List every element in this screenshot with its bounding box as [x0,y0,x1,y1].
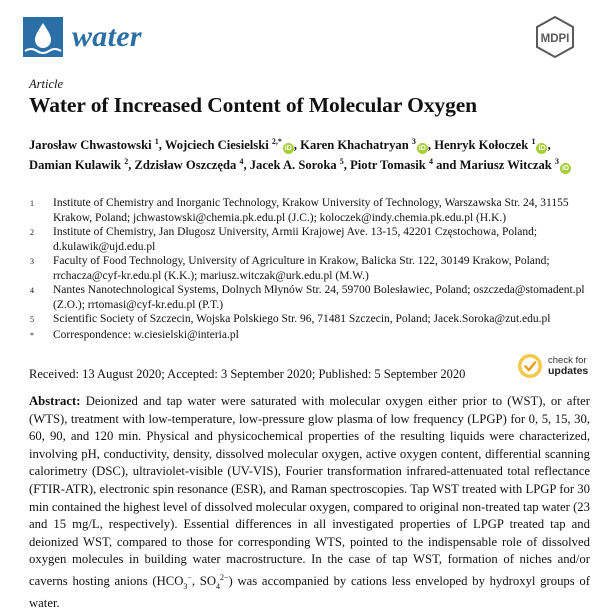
author-name: Piotr Tomasik [350,158,426,172]
updates-label: updates [548,364,589,377]
affiliation-item [30,225,590,254]
author-name: Jarosław Chwastowski [29,138,152,152]
affiliation-text: Nantes Nanotechnological Systems, Dolnych Młynów Str. 24, 59700 Bolesławiec, Poland; oszczeda@stomadent.pl (Z.O.); rrtomasi@cyf-kr.edu.pl (P.T.) [53,284,585,311]
author-affiliation-mark: 2,* [271,137,282,146]
orcid-icon[interactable]: iD [284,145,292,152]
affiliations-list [30,196,590,343]
author-affiliation-mark: 3 [554,157,559,166]
affiliation-mark: 1 [30,199,34,208]
affiliation-text: Correspondence: w.ciesielski@interia.pl [53,328,239,341]
abstract-text-mid: , SO [191,574,217,589]
article-title: Water of Increased Content of Molecular Oxygen [29,93,478,117]
orcid-icon[interactable]: iD [418,145,426,152]
author-item[interactable] [350,158,433,172]
abstract [29,393,590,613]
author-item[interactable] [165,138,294,152]
author-list: Jarosław Chwastowski $^1$, Wojciech Ciesielski $^{2,*}$iD , Karen Khachatryan $^3$iD , Henryk Kołoczek $^1$iD , Damian Kulawik $^2$, Zdzisław Oszczęda $^4$, Jacek A. Soroka $^5$, Piotr Tomasik $^4$ and Mariusz Witczak $^3$iD [29,137,569,172]
author-name: Zdzisław Oszczęda [134,158,237,172]
mdpi-logo-icon[interactable] [527,15,583,59]
affiliation-text: Institute of Chemistry and Inorganic Technology, Krakow University of Technology, Warszawska Str. 24, 31155 Krakow, Poland; jchwastowski@chemia.pk.edu.pl (J.C.); koloczek@indy.chemia.pk.edu.pl (H.K.) [53,197,569,224]
author-item[interactable] [460,158,571,172]
author-item[interactable] [29,138,159,152]
author-affiliation-mark: 4 [428,157,433,166]
affiliation-item [30,328,590,344]
author-name: Jacek A. Soroka [249,158,337,172]
affiliation-item [30,254,590,283]
affiliation-mark: 5 [30,315,34,324]
author-item[interactable] [434,138,547,152]
author-item[interactable] [134,158,243,172]
abstract-text-2: ) was accompanied by cations less enveloped by hydroxyl groups of water. [29,574,590,611]
journal-header [0,0,600,70]
author-name: Wojciech Ciesielski [164,138,269,152]
abstract-text-1: Deionized and tap water were saturated with molecular oxygen either prior to (WST), or after (WTS), treatment with low-temperature, low-pressure glow plasma of low frequency (LPGP) for 0, 5, 15, 30, 60, 90, and 120 min. Physical and physicochemical properties of the resulting liquids were characterized, involving pH, conductivity, density, dissolved molecular oxygen, active oxygen content, differential scanning calorimetry (DSC), ultraviolet-visible (UV-VIS), Fourier transformation infrared-attenuated total reflectance (FTIR-ATR), electronic spin resonance (ESR), and Raman spectroscopies. Tap WST treated with LPGP for 30 min contained the highest level of dissolved molecular oxygen, compared to original non-treated tap water (23 and 15 mg/L, respectively). Essential differences in all investigated properties of LPGP treated tap and deionized WST, compared to those for corresponding WTS, pointed to the indispensable role of dissolved oxygen molecules in building water macrostructure. In the case of tap WST, formation of niches and/or caverns hosting anions (HCO [29,394,590,589]
author-affiliation-mark: 1 [531,137,536,146]
affiliation-mark: 3 [30,257,34,266]
check-for-updates-badge[interactable] [517,353,588,379]
author-item[interactable] [300,138,428,152]
orcid-icon[interactable]: iD [538,145,546,152]
author-item[interactable] [250,158,344,172]
author-affiliation-mark: 2 [124,157,129,166]
affiliation-text: Faculty of Food Technology, University of Agriculture in Krakow, Balicka Str. 122, 30149 Krakow, Poland; rrchacza@cyf-kr.edu.pl (K.K.); mariusz.witczak@urk.edu.pl (M.W.) [53,255,550,282]
abstract-label: Abstract: [29,394,81,408]
abstract-sub-2: 4 [216,581,221,591]
affiliation-text: Scientific Society of Szczecin, Wojska Polskiego Str. 96, 71481 Szczecin, Poland; Jacek.Soroka@zut.edu.pl [53,313,551,325]
abstract-sup-2: 2− [220,572,229,582]
affiliation-mark: * [30,330,34,340]
author-affiliation-mark: 3 [411,137,416,146]
author-item[interactable] [29,158,128,172]
affiliation-item [30,283,590,312]
affiliation-mark: 4 [30,286,34,295]
check-for-updates-icon [517,353,543,379]
author-name: Henryk Kołoczek [434,138,529,152]
affiliation-item [30,196,590,225]
abstract-sub-1: 3 [183,581,188,591]
authors-conjunction: and [436,158,457,172]
author-affiliation-mark: 1 [154,137,159,146]
article-type: Article [29,77,64,91]
author-name: Damian Kulawik [29,158,122,172]
affiliation-item [30,312,590,328]
journal-name: water [72,20,142,53]
author-affiliation-mark: 4 [239,157,244,166]
publisher-name: MDPI [540,33,570,45]
orcid-icon[interactable]: iD [561,165,569,172]
journal-logo[interactable] [23,14,173,60]
affiliation-text: Institute of Chemistry, Jan Długosz University, Armii Krajowej Ave. 13-15, 42201 Częstochowa, Poland; d.kulawik@ujd.edu.pl [53,226,538,253]
author-affiliation-mark: 5 [339,157,344,166]
check-for-label: check for [548,354,587,366]
author-name: Mariusz Witczak [459,158,552,172]
publication-dates: Received: 13 August 2020; Accepted: 3 September 2020; Published: 5 September 2020 [29,367,466,381]
abstract-sup-1: − [187,572,192,582]
water-drop-logo-icon [23,17,63,57]
author-name: Karen Khachatryan [300,138,409,152]
affiliation-mark: 2 [30,228,34,237]
